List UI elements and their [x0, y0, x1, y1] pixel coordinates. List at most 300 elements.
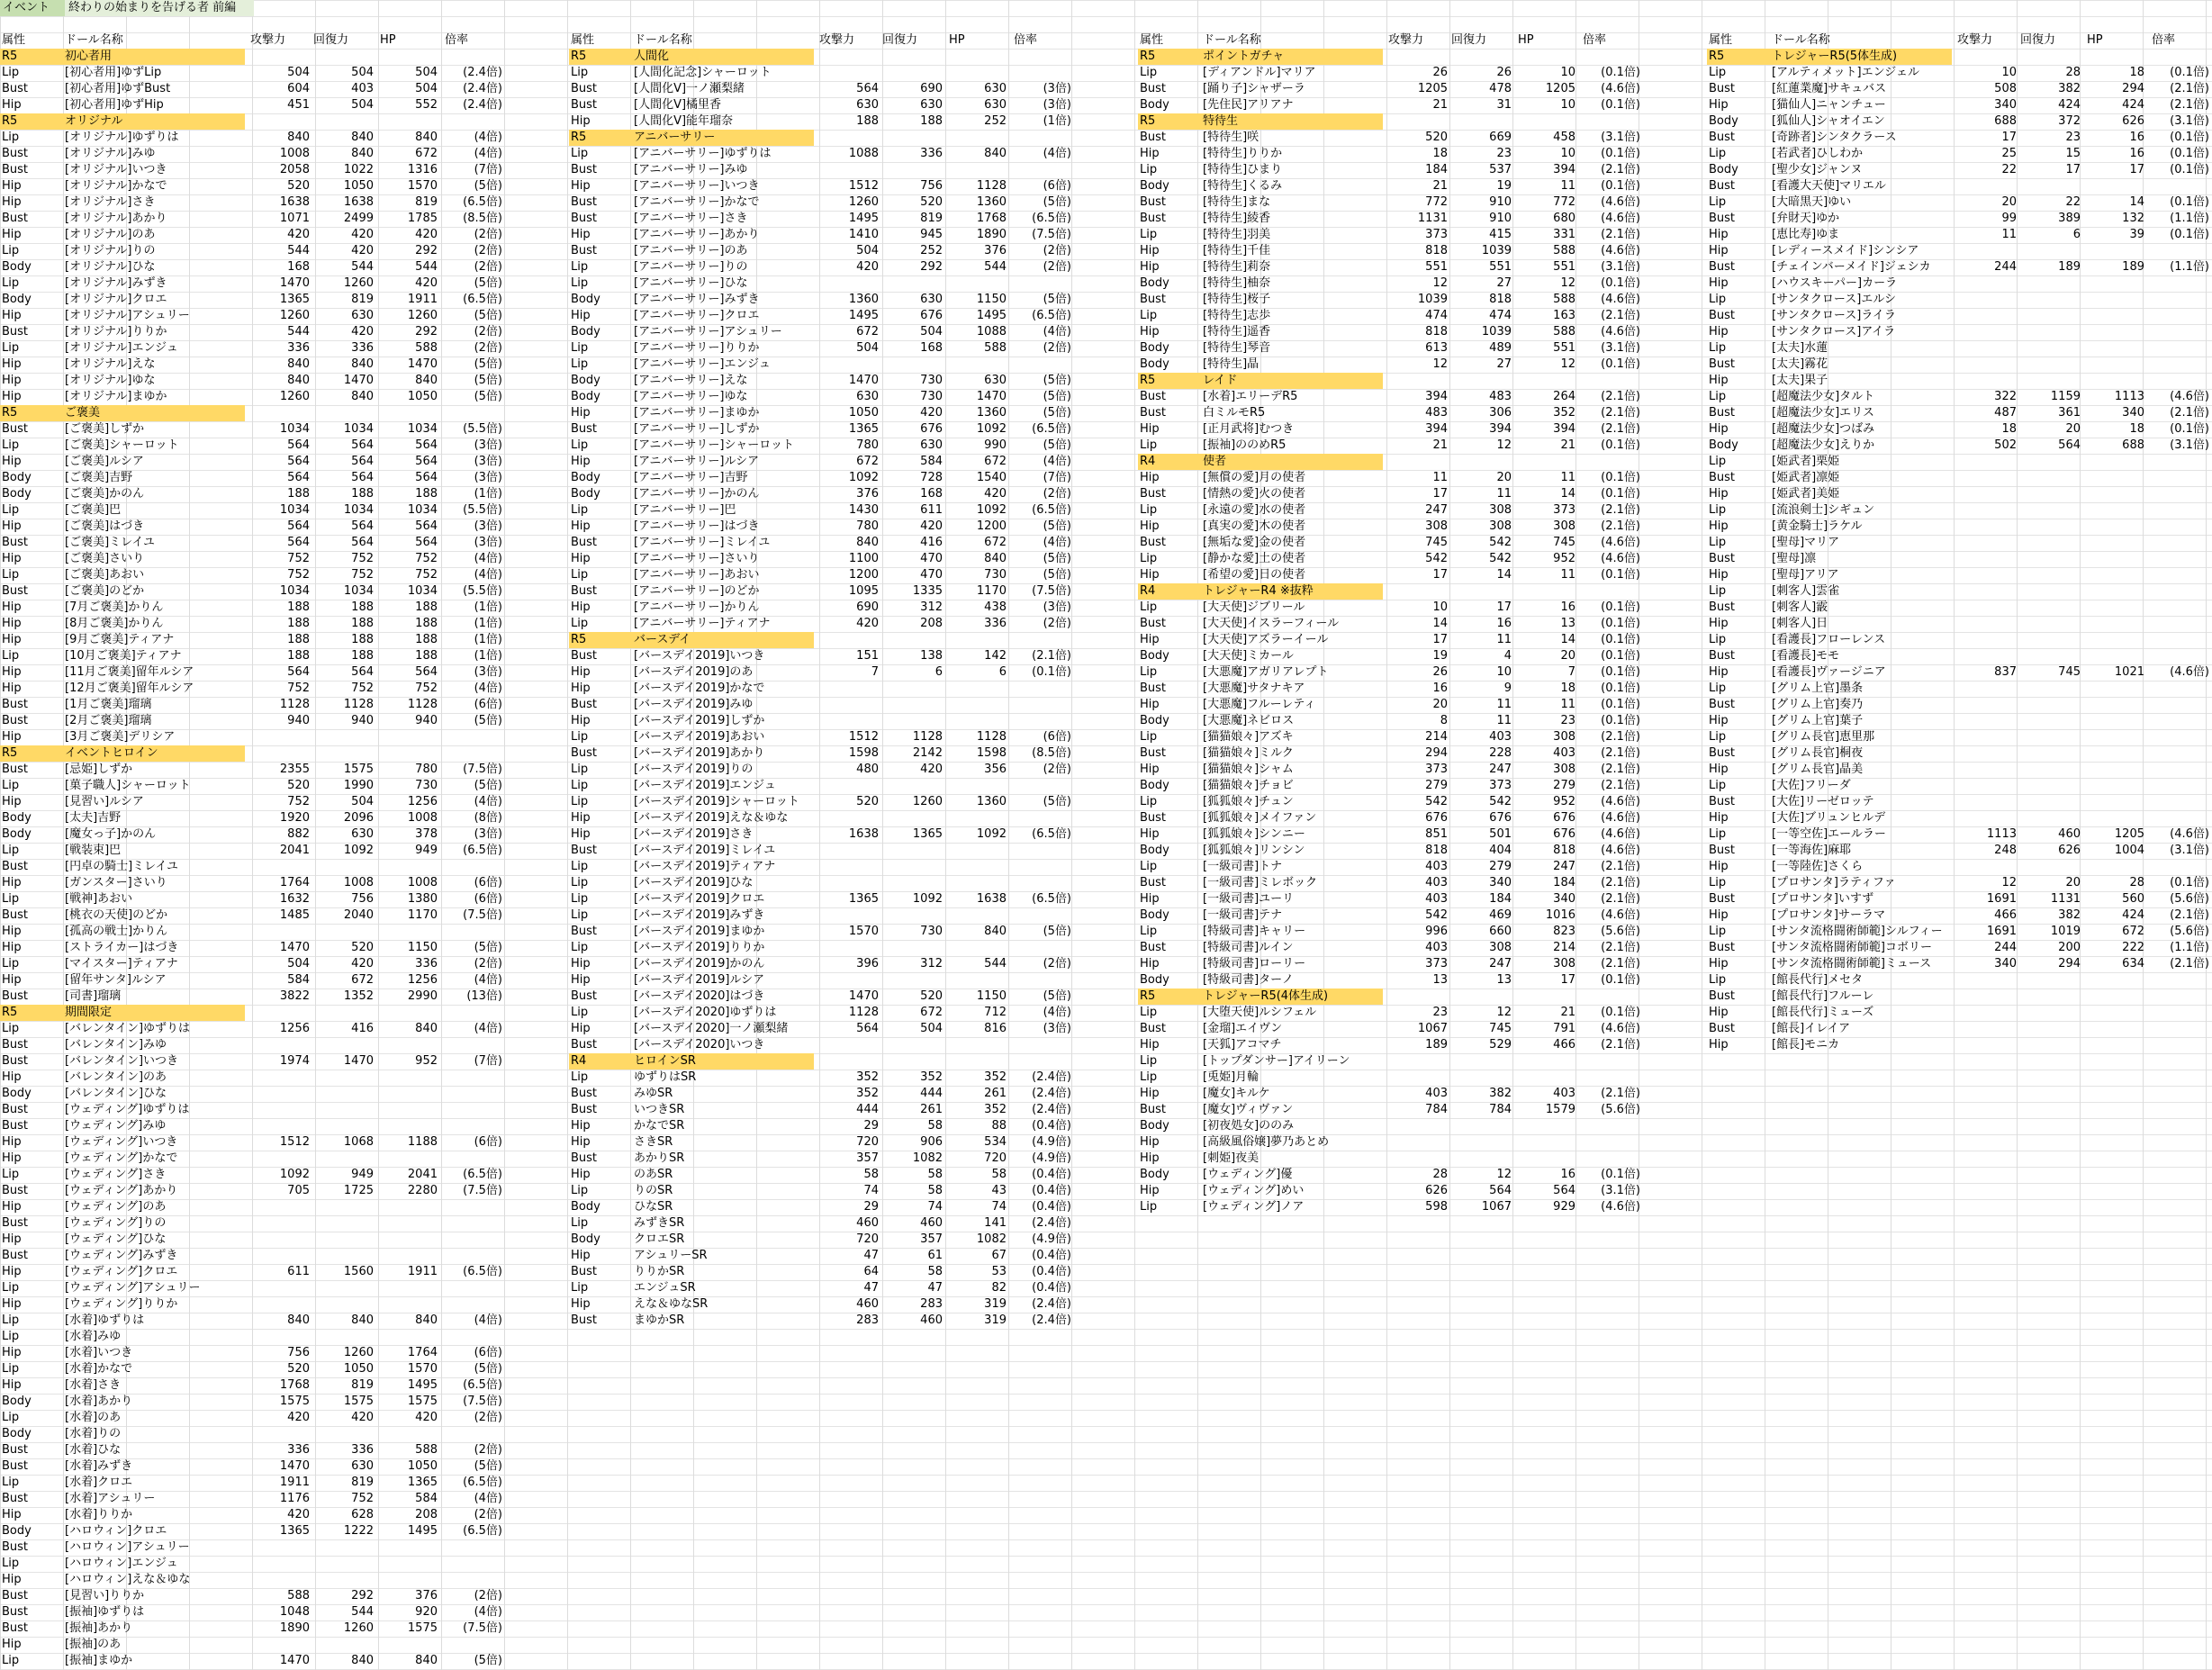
- hp-cell[interactable]: 819: [415, 195, 438, 209]
- hp-cell[interactable]: 1785: [407, 212, 438, 225]
- doll-name-cell[interactable]: [大佐]ブリュンヒルデ: [1772, 811, 1886, 825]
- multiplier-cell[interactable]: (2.1倍): [1601, 876, 1640, 889]
- recovery-cell[interactable]: 200: [2058, 941, 2081, 954]
- hp-cell[interactable]: 11: [1560, 471, 1575, 484]
- recovery-cell[interactable]: 28: [2065, 66, 2081, 79]
- doll-name-cell[interactable]: [ご褒美]ルシア: [65, 455, 144, 468]
- hp-cell[interactable]: 14: [1560, 487, 1575, 501]
- attribute-cell[interactable]: Hip: [1709, 422, 1729, 436]
- recovery-cell[interactable]: 504: [351, 795, 374, 808]
- recovery-cell[interactable]: 184: [1489, 892, 1512, 906]
- attack-cell[interactable]: 520: [287, 779, 310, 792]
- attribute-cell[interactable]: Bust: [2, 908, 29, 922]
- attribute-cell[interactable]: Bust: [571, 422, 598, 436]
- attack-cell[interactable]: 14: [1432, 617, 1448, 630]
- doll-name-cell[interactable]: [弁財天]ゆか: [1772, 212, 1840, 225]
- hp-cell[interactable]: 840: [415, 131, 438, 144]
- hp-cell[interactable]: 929: [1553, 1200, 1575, 1214]
- multiplier-cell[interactable]: (13倍): [466, 989, 502, 1003]
- doll-name-cell[interactable]: [サンタクロース]エルシ: [1772, 293, 1896, 306]
- recovery-cell[interactable]: 188: [351, 649, 374, 663]
- recovery-cell[interactable]: 730: [920, 925, 943, 938]
- recovery-cell[interactable]: 308: [1489, 503, 1512, 517]
- hp-cell[interactable]: 1260: [407, 309, 438, 322]
- attack-cell[interactable]: 1113: [1986, 827, 2017, 841]
- multiplier-cell[interactable]: (6倍): [1043, 179, 1071, 193]
- multiplier-cell[interactable]: (4.6倍): [2170, 827, 2209, 841]
- hp-cell[interactable]: 588: [415, 341, 438, 355]
- multiplier-cell[interactable]: (1.1倍): [2170, 260, 2209, 274]
- doll-name-cell[interactable]: [ウェディング]ゆずりは: [65, 1103, 190, 1116]
- hp-cell[interactable]: 132: [2122, 212, 2144, 225]
- doll-name-cell[interactable]: [初心者用]ゆずHip: [65, 98, 164, 112]
- doll-name-cell[interactable]: [アニバーサリー]みずき: [634, 293, 760, 306]
- doll-name-cell[interactable]: [アニバーサリー]はづき: [634, 519, 760, 533]
- attribute-cell[interactable]: Bust: [1709, 309, 1736, 322]
- recovery-cell[interactable]: 544: [351, 1605, 374, 1619]
- doll-name-cell[interactable]: [アニバーサリー]りりか: [634, 341, 760, 355]
- multiplier-cell[interactable]: (0.1倍): [1601, 600, 1640, 614]
- attribute-cell[interactable]: Lip: [571, 730, 589, 744]
- multiplier-cell[interactable]: (6.5倍): [463, 1476, 502, 1489]
- multiplier-cell[interactable]: (2倍): [1043, 341, 1071, 355]
- recovery-cell[interactable]: 1260: [343, 1346, 374, 1359]
- multiplier-cell[interactable]: (5倍): [474, 374, 502, 387]
- attribute-cell[interactable]: Hip: [2, 228, 22, 241]
- header-recovery[interactable]: 回復力: [1451, 33, 1487, 47]
- attack-cell[interactable]: 451: [287, 98, 310, 112]
- attack-cell[interactable]: 604: [287, 82, 310, 95]
- multiplier-cell[interactable]: (0.1倍): [1601, 633, 1640, 646]
- doll-name-cell[interactable]: [恵比寿]ゆま: [1772, 228, 1840, 241]
- doll-name-cell[interactable]: [振袖]まゆか: [65, 1654, 133, 1667]
- recovery-cell[interactable]: 336: [351, 1443, 374, 1457]
- multiplier-cell[interactable]: (4倍): [474, 131, 502, 144]
- multiplier-cell[interactable]: (4.9倍): [1032, 1135, 1071, 1149]
- attribute-cell[interactable]: Lip: [571, 860, 589, 873]
- hp-cell[interactable]: 990: [984, 438, 1007, 452]
- recovery-cell[interactable]: 420: [920, 763, 943, 776]
- attack-cell[interactable]: 244: [1994, 941, 2017, 954]
- doll-name-cell[interactable]: [静かな愛]土の使者: [1203, 552, 1306, 565]
- doll-name-cell[interactable]: [太夫]果子: [1772, 374, 1828, 387]
- doll-name-cell[interactable]: [留年サンタ]ルシア: [65, 973, 167, 987]
- recovery-cell[interactable]: 1092: [343, 844, 374, 857]
- attack-cell[interactable]: 1495: [848, 212, 879, 225]
- attack-cell[interactable]: 420: [287, 1411, 310, 1424]
- attack-cell[interactable]: 1095: [848, 584, 879, 598]
- attribute-cell[interactable]: Bust: [1140, 293, 1167, 306]
- recovery-cell[interactable]: 352: [920, 1070, 943, 1084]
- doll-name-cell[interactable]: [オリジナル]みゆ: [65, 147, 156, 160]
- doll-name-cell[interactable]: [円卓の騎士]ミレイユ: [65, 860, 178, 873]
- attack-cell[interactable]: 373: [1425, 957, 1448, 970]
- doll-name-cell[interactable]: [アニバーサリー]吉野: [634, 471, 748, 484]
- attack-cell[interactable]: 940: [287, 714, 310, 727]
- attribute-cell[interactable]: Hip: [2, 925, 22, 938]
- attack-cell[interactable]: 1430: [848, 503, 879, 517]
- doll-name-cell[interactable]: [兎姫]月輪: [1203, 1070, 1259, 1084]
- doll-name-cell[interactable]: [アニバーサリー]ゆずりは: [634, 147, 772, 160]
- multiplier-cell[interactable]: (2.1倍): [1032, 649, 1071, 663]
- doll-name-cell[interactable]: [大悪魔]フルーレティ: [1203, 698, 1316, 711]
- recovery-cell[interactable]: 23: [2065, 131, 2081, 144]
- hp-cell[interactable]: 16: [1560, 600, 1575, 614]
- recovery-cell[interactable]: 1019: [2050, 925, 2081, 938]
- doll-name-cell[interactable]: [魔女]キルケ: [1203, 1087, 1270, 1100]
- doll-name-cell[interactable]: [バースデイ2019]あおい: [634, 730, 765, 744]
- multiplier-cell[interactable]: (0.1倍): [1601, 276, 1640, 290]
- hp-cell[interactable]: 188: [415, 649, 438, 663]
- hp-cell[interactable]: 1570: [407, 179, 438, 193]
- multiplier-cell[interactable]: (0.1倍): [1601, 357, 1640, 371]
- attack-cell[interactable]: 58: [863, 1168, 879, 1181]
- hp-cell[interactable]: 1570: [407, 1362, 438, 1376]
- header-doll-name[interactable]: ドール名称: [1203, 33, 1261, 47]
- hp-cell[interactable]: 1360: [976, 195, 1007, 209]
- attack-cell[interactable]: 184: [1425, 163, 1448, 176]
- multiplier-cell[interactable]: (5.6倍): [1601, 1103, 1640, 1116]
- attribute-cell[interactable]: R5: [1140, 374, 1156, 387]
- recovery-cell[interactable]: 1128: [343, 698, 374, 711]
- attack-cell[interactable]: 23: [1432, 1006, 1448, 1019]
- multiplier-cell[interactable]: (3倍): [474, 438, 502, 452]
- attribute-cell[interactable]: Bust: [1709, 844, 1736, 857]
- doll-name-cell[interactable]: [狐狐娘々]チュン: [1203, 795, 1294, 808]
- hp-cell[interactable]: 21: [1560, 438, 1575, 452]
- doll-name-cell[interactable]: [バースデイ2019]のあ: [634, 665, 754, 679]
- doll-name-cell[interactable]: [オリジナル]みずき: [65, 276, 167, 290]
- doll-name-cell[interactable]: [ハウスキーパー]カーラ: [1772, 276, 1898, 290]
- recovery-cell[interactable]: 27: [1496, 357, 1512, 371]
- multiplier-cell[interactable]: (7.5倍): [463, 908, 502, 922]
- recovery-cell[interactable]: 420: [351, 244, 374, 257]
- recovery-cell[interactable]: 676: [920, 422, 943, 436]
- attribute-cell[interactable]: Bust: [1709, 406, 1736, 420]
- attack-cell[interactable]: 247: [1425, 503, 1448, 517]
- doll-name-cell[interactable]: [大天使]アズラーイール: [1203, 633, 1329, 646]
- recovery-cell[interactable]: 564: [351, 471, 374, 484]
- attribute-cell[interactable]: Hip: [1140, 892, 1160, 906]
- attack-cell[interactable]: 1071: [279, 212, 310, 225]
- attribute-cell[interactable]: Bust: [1140, 876, 1167, 889]
- attribute-cell[interactable]: Bust: [1140, 406, 1167, 420]
- hp-cell[interactable]: 1034: [407, 584, 438, 598]
- multiplier-cell[interactable]: (2倍): [474, 957, 502, 970]
- multiplier-cell[interactable]: (7倍): [474, 1054, 502, 1068]
- recovery-cell[interactable]: 1990: [343, 779, 374, 792]
- attribute-cell[interactable]: Bust: [571, 195, 598, 209]
- hp-cell[interactable]: 1034: [407, 422, 438, 436]
- hp-cell[interactable]: 420: [415, 1411, 438, 1424]
- hp-cell[interactable]: 352: [984, 1070, 1007, 1084]
- hp-cell[interactable]: 1911: [407, 293, 438, 306]
- attribute-cell[interactable]: R5: [1140, 50, 1156, 63]
- recovery-cell[interactable]: 630: [920, 98, 943, 112]
- attribute-cell[interactable]: Hip: [571, 827, 591, 841]
- multiplier-cell[interactable]: (2.1倍): [1601, 763, 1640, 776]
- doll-name-cell[interactable]: [オリジナル]まゆか: [65, 390, 167, 403]
- attribute-cell[interactable]: Lip: [1709, 195, 1727, 209]
- hp-cell[interactable]: 1082: [976, 1232, 1007, 1246]
- attribute-cell[interactable]: Hip: [571, 228, 591, 241]
- recovery-cell[interactable]: 1034: [343, 503, 374, 517]
- recovery-cell[interactable]: 819: [351, 293, 374, 306]
- attack-cell[interactable]: 840: [287, 374, 310, 387]
- attribute-cell[interactable]: Bust: [2, 763, 29, 776]
- multiplier-cell[interactable]: (2倍): [1043, 763, 1071, 776]
- hp-cell[interactable]: 1890: [976, 228, 1007, 241]
- attribute-cell[interactable]: Bust: [1140, 1103, 1167, 1116]
- multiplier-cell[interactable]: (0.1倍): [1601, 698, 1640, 711]
- multiplier-cell[interactable]: (7倍): [474, 163, 502, 176]
- hp-cell[interactable]: 1128: [976, 730, 1007, 744]
- doll-name-cell[interactable]: [バースデイ2020]ゆずりは: [634, 1006, 777, 1019]
- attack-cell[interactable]: 1092: [279, 1168, 310, 1181]
- hp-cell[interactable]: 1050: [407, 1459, 438, 1473]
- recovery-cell[interactable]: 818: [1489, 293, 1512, 306]
- attribute-cell[interactable]: Bust: [2, 1459, 29, 1473]
- multiplier-cell[interactable]: (2倍): [474, 325, 502, 339]
- hp-cell[interactable]: 352: [1553, 406, 1575, 420]
- hp-cell[interactable]: 949: [415, 844, 438, 857]
- attribute-cell[interactable]: Lip: [2, 844, 20, 857]
- recovery-cell[interactable]: 542: [1489, 795, 1512, 808]
- attack-cell[interactable]: 308: [1425, 519, 1448, 533]
- attribute-cell[interactable]: Bust: [2, 212, 29, 225]
- doll-name-cell[interactable]: [サンタクロース]ライラ: [1772, 309, 1896, 322]
- header-hp[interactable]: HP: [380, 33, 396, 47]
- doll-name-cell[interactable]: [オリジナル]ゆずりは: [65, 131, 179, 144]
- hp-cell[interactable]: 952: [1553, 552, 1575, 565]
- multiplier-cell[interactable]: (2.1倍): [2170, 98, 2209, 112]
- doll-name-cell[interactable]: [一級司書]テナ: [1203, 908, 1283, 922]
- recovery-cell[interactable]: 357: [920, 1232, 943, 1246]
- doll-name-cell[interactable]: [バースデイ2019]シャーロット: [634, 795, 799, 808]
- doll-name-cell[interactable]: [アニバーサリー]かのん: [634, 487, 760, 501]
- doll-name-cell[interactable]: [猫猫娘々]シャム: [1203, 763, 1294, 776]
- attack-cell[interactable]: 504: [287, 957, 310, 970]
- attack-cell[interactable]: 542: [1425, 908, 1448, 922]
- recovery-cell[interactable]: 819: [351, 1476, 374, 1489]
- doll-name-cell[interactable]: [水着]あかり: [65, 1395, 133, 1408]
- hp-cell[interactable]: 247: [1553, 860, 1575, 873]
- recovery-cell[interactable]: 630: [351, 827, 374, 841]
- recovery-cell[interactable]: 12: [1496, 1168, 1512, 1181]
- recovery-cell[interactable]: 420: [920, 406, 943, 420]
- hp-cell[interactable]: 752: [415, 682, 438, 695]
- recovery-cell[interactable]: 47: [927, 1281, 943, 1295]
- hp-cell[interactable]: 1365: [407, 1476, 438, 1489]
- attack-cell[interactable]: 10: [2001, 66, 2017, 79]
- doll-name-cell[interactable]: [狐仙人]シャオイエン: [1772, 114, 1885, 128]
- attack-cell[interactable]: 544: [287, 244, 310, 257]
- attack-cell[interactable]: 1088: [848, 147, 879, 160]
- attribute-cell[interactable]: Hip: [571, 1119, 591, 1133]
- attack-cell[interactable]: 1512: [279, 1135, 310, 1149]
- multiplier-cell[interactable]: (1倍): [474, 600, 502, 614]
- attribute-cell[interactable]: Hip: [1709, 244, 1729, 257]
- recovery-cell[interactable]: 279: [1489, 860, 1512, 873]
- hp-cell[interactable]: 952: [1553, 795, 1575, 808]
- recovery-cell[interactable]: 420: [351, 957, 374, 970]
- attack-cell[interactable]: 420: [856, 260, 879, 274]
- multiplier-cell[interactable]: (4.6倍): [1601, 1200, 1640, 1214]
- hp-cell[interactable]: 308: [1553, 519, 1575, 533]
- recovery-cell[interactable]: 470: [920, 568, 943, 582]
- recovery-cell[interactable]: 1082: [912, 1151, 943, 1165]
- recovery-cell[interactable]: 628: [351, 1508, 374, 1521]
- recovery-cell[interactable]: 306: [1489, 406, 1512, 420]
- hp-cell[interactable]: 163: [1553, 309, 1575, 322]
- attribute-cell[interactable]: Lip: [2, 438, 20, 452]
- recovery-cell[interactable]: 544: [351, 260, 374, 274]
- attack-cell[interactable]: 564: [287, 455, 310, 468]
- hp-cell[interactable]: 1470: [407, 357, 438, 371]
- attribute-cell[interactable]: Body: [571, 487, 600, 501]
- hp-cell[interactable]: 1768: [976, 212, 1007, 225]
- attribute-cell[interactable]: Bust: [571, 746, 598, 760]
- attribute-cell[interactable]: Lip: [1709, 876, 1727, 889]
- recovery-cell[interactable]: 247: [1489, 957, 1512, 970]
- multiplier-cell[interactable]: (6倍): [474, 1135, 502, 1149]
- recovery-cell[interactable]: 17: [2065, 163, 2081, 176]
- doll-name-cell[interactable]: 白ミルモR5: [1203, 406, 1266, 420]
- attack-cell[interactable]: 818: [1425, 844, 1448, 857]
- doll-name-cell[interactable]: [ご褒美]はづき: [65, 519, 145, 533]
- attack-cell[interactable]: 1260: [848, 195, 879, 209]
- recovery-cell[interactable]: 58: [927, 1265, 943, 1278]
- doll-name-cell[interactable]: いつきSR: [634, 1103, 685, 1116]
- attack-cell[interactable]: 11: [2001, 228, 2017, 241]
- attack-cell[interactable]: 12: [2001, 876, 2017, 889]
- recovery-cell[interactable]: 730: [920, 374, 943, 387]
- attack-cell[interactable]: 1034: [279, 422, 310, 436]
- multiplier-cell[interactable]: (0.1倍): [1032, 665, 1071, 679]
- header-doll-name[interactable]: ドール名称: [65, 33, 123, 47]
- doll-name-cell[interactable]: [特待生]琴音: [1203, 341, 1271, 355]
- attack-cell[interactable]: 483: [1425, 406, 1448, 420]
- doll-name-cell[interactable]: [初心者用]ゆずLip: [65, 66, 162, 79]
- doll-name-cell[interactable]: [バースデイ2019]りりか: [634, 941, 765, 954]
- attack-cell[interactable]: 396: [856, 957, 879, 970]
- recovery-cell[interactable]: 752: [351, 552, 374, 565]
- attack-cell[interactable]: 676: [1425, 811, 1448, 825]
- doll-name-cell[interactable]: [バースデイ2019]しずか: [634, 714, 765, 727]
- multiplier-cell[interactable]: (4倍): [474, 1492, 502, 1505]
- hp-cell[interactable]: 378: [415, 827, 438, 841]
- multiplier-cell[interactable]: (3倍): [1043, 600, 1071, 614]
- attack-cell[interactable]: 882: [287, 827, 310, 841]
- hp-cell[interactable]: 1540: [976, 471, 1007, 484]
- hp-cell[interactable]: 142: [984, 649, 1007, 663]
- attribute-cell[interactable]: Body: [1140, 341, 1169, 355]
- recovery-cell[interactable]: 1260: [912, 795, 943, 808]
- doll-name-cell[interactable]: [一級司書]ミレボック: [1203, 876, 1318, 889]
- doll-name-cell[interactable]: [水着]みゆ: [65, 1330, 122, 1343]
- recovery-cell[interactable]: 478: [1489, 82, 1512, 95]
- attribute-cell[interactable]: R5: [1709, 50, 1725, 63]
- recovery-cell[interactable]: 564: [351, 665, 374, 679]
- multiplier-cell[interactable]: (3倍): [474, 665, 502, 679]
- header-recovery[interactable]: 回復力: [882, 33, 918, 47]
- attribute-cell[interactable]: Hip: [571, 1168, 591, 1181]
- doll-name-cell[interactable]: [ウェディング]あかり: [65, 1184, 178, 1197]
- recovery-cell[interactable]: 1131: [2050, 892, 2081, 906]
- multiplier-cell[interactable]: (3倍): [1043, 1022, 1071, 1035]
- doll-name-cell[interactable]: オリジナル: [65, 114, 123, 128]
- hp-cell[interactable]: 16: [1560, 1168, 1575, 1181]
- attribute-cell[interactable]: R5: [571, 633, 587, 646]
- attribute-cell[interactable]: Bust: [1140, 941, 1167, 954]
- multiplier-cell[interactable]: (2.1倍): [1601, 1038, 1640, 1052]
- doll-name-cell[interactable]: [アルティメット]エンジェル: [1772, 66, 1919, 79]
- attribute-cell[interactable]: Lip: [2, 779, 20, 792]
- attack-cell[interactable]: 1638: [279, 195, 310, 209]
- recovery-cell[interactable]: 1560: [343, 1265, 374, 1278]
- doll-name-cell[interactable]: [アニバーサリー]巴: [634, 503, 736, 517]
- attack-cell[interactable]: 504: [856, 341, 879, 355]
- hp-cell[interactable]: 352: [984, 1103, 1007, 1116]
- doll-name-cell[interactable]: [見習い]ルシア: [65, 795, 144, 808]
- doll-name-cell[interactable]: [12月ご褒美]留年ルシア: [65, 682, 194, 695]
- recovery-cell[interactable]: 389: [2058, 212, 2081, 225]
- doll-name-cell[interactable]: [館長代行]ミューズ: [1772, 1006, 1874, 1019]
- attribute-cell[interactable]: Hip: [2, 1265, 22, 1278]
- attribute-cell[interactable]: Lip: [571, 1281, 589, 1295]
- doll-name-cell[interactable]: [ウェディング]かなで: [65, 1151, 178, 1165]
- attribute-cell[interactable]: Hip: [571, 973, 591, 987]
- attack-cell[interactable]: 29: [863, 1200, 879, 1214]
- attribute-cell[interactable]: Lip: [2, 568, 20, 582]
- attribute-cell[interactable]: Hip: [2, 795, 22, 808]
- recovery-cell[interactable]: 483: [1489, 390, 1512, 403]
- attack-cell[interactable]: 336: [287, 1443, 310, 1457]
- doll-name-cell[interactable]: [黄金騎士]ラケル: [1772, 519, 1863, 533]
- recovery-cell[interactable]: 1335: [912, 584, 943, 598]
- attribute-cell[interactable]: Bust: [1140, 390, 1167, 403]
- doll-name-cell[interactable]: [ウェディング]優: [1203, 1168, 1293, 1181]
- doll-name-cell[interactable]: [若武者]ひしわか: [1772, 147, 1864, 160]
- multiplier-cell[interactable]: (3倍): [474, 519, 502, 533]
- doll-name-cell[interactable]: [振袖]あかり: [65, 1621, 133, 1635]
- attribute-cell[interactable]: Lip: [571, 147, 589, 160]
- attribute-cell[interactable]: Lip: [1709, 536, 1727, 549]
- doll-name-cell[interactable]: [見習い]りりか: [65, 1589, 145, 1602]
- attribute-cell[interactable]: Body: [571, 1200, 600, 1214]
- attribute-cell[interactable]: R5: [2, 746, 18, 760]
- multiplier-cell[interactable]: (6.5倍): [463, 1168, 502, 1181]
- attribute-cell[interactable]: Lip: [1709, 455, 1727, 468]
- multiplier-cell[interactable]: (0.1倍): [1601, 66, 1640, 79]
- attack-cell[interactable]: 1632: [279, 892, 310, 906]
- multiplier-cell[interactable]: (0.1倍): [1601, 438, 1640, 452]
- doll-name-cell[interactable]: みゆSR: [634, 1087, 673, 1100]
- doll-name-cell[interactable]: [水着]りりか: [65, 1508, 133, 1521]
- attack-cell[interactable]: 613: [1425, 341, 1448, 355]
- attribute-cell[interactable]: Bust: [571, 698, 598, 711]
- hp-cell[interactable]: 544: [984, 957, 1007, 970]
- attribute-cell[interactable]: Hip: [1709, 98, 1729, 112]
- attribute-cell[interactable]: Hip: [1140, 1135, 1160, 1149]
- multiplier-cell[interactable]: (5倍): [1043, 374, 1071, 387]
- doll-name-cell[interactable]: [ストライカー]はづき: [65, 941, 179, 954]
- hp-cell[interactable]: 10: [1560, 66, 1575, 79]
- multiplier-cell[interactable]: (4.6倍): [1601, 244, 1640, 257]
- hp-cell[interactable]: 23: [1560, 714, 1575, 727]
- hp-cell[interactable]: 394: [1553, 422, 1575, 436]
- multiplier-cell[interactable]: (4.6倍): [1601, 552, 1640, 565]
